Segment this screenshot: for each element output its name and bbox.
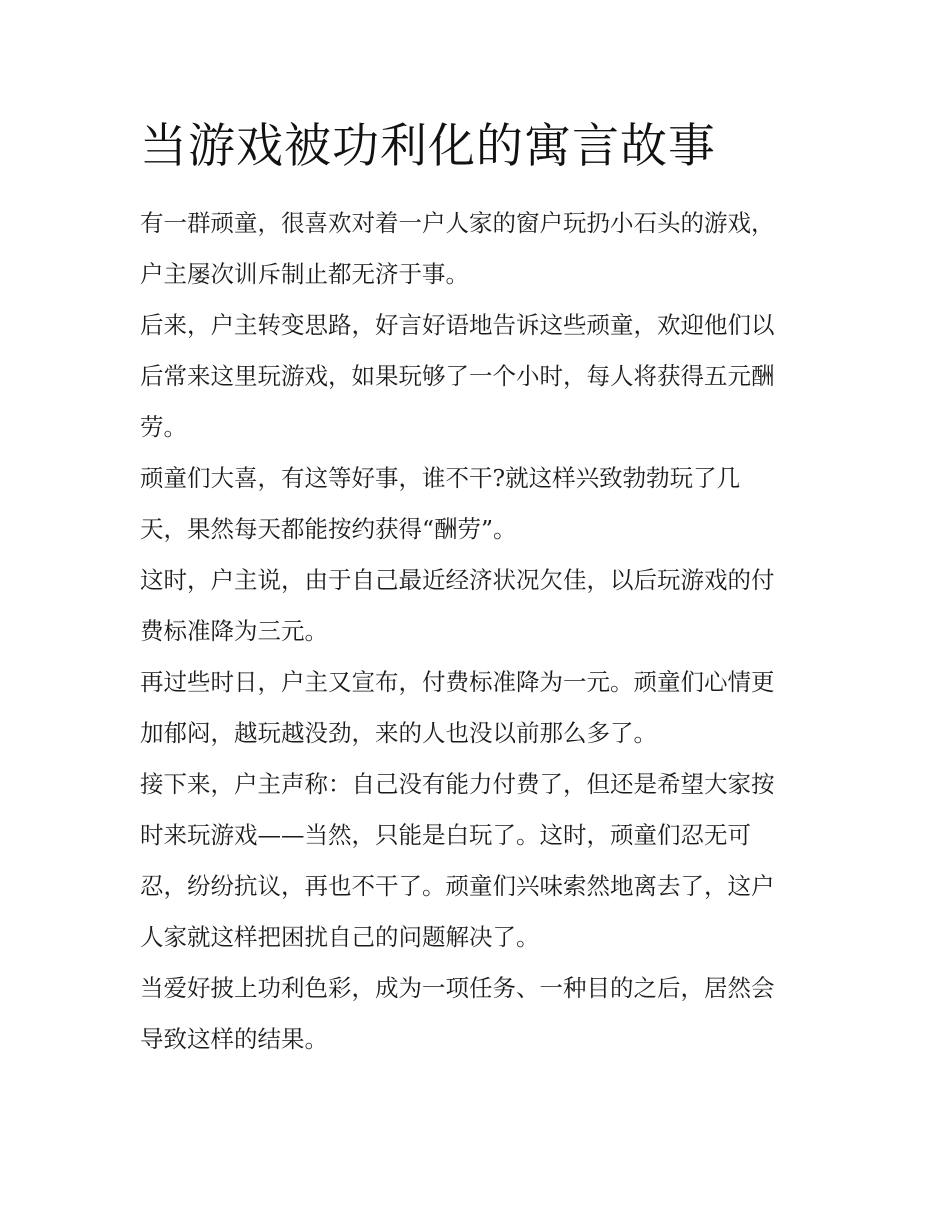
text-line: 后常来这里玩游戏，如果玩够了一个小时，每人将获得五元酬: [140, 362, 775, 390]
text-line: 导致这样的结果。: [140, 1025, 328, 1053]
article-body: [140, 198, 815, 1065]
paragraph-1: [140, 198, 815, 300]
text-line: 有一群顽童，很喜欢对着一户人家的窗户玩扔小石头的游戏，: [140, 209, 775, 237]
text-line: 时来玩游戏——当然，只能是白玩了。这时，顽童们忍无可: [140, 821, 751, 849]
paragraph-2: [140, 300, 815, 453]
text-line: 加郁闷，越玩越没劲，来的人也没以前那么多了。: [140, 719, 657, 747]
text-line: 当爱好披上功利色彩，成为一项任务、一种目的之后，居然会: [140, 974, 775, 1002]
text-line: 接下来，户主声称：自己没有能力付费了，但还是希望大家按: [140, 770, 775, 798]
text-line: 天，果然每天都能按约获得“酬劳”。: [140, 515, 517, 543]
paragraph-6: [140, 759, 815, 963]
paragraph-7: [140, 963, 815, 1065]
text-line: 再过些时日，户主又宣布，付费标准降为一元。顽童们心情更: [140, 668, 775, 696]
text-line: 费标准降为三元。: [140, 617, 328, 645]
paragraph-3: [140, 453, 815, 555]
text-line: 忍，纷纷抗议，再也不干了。顽童们兴味索然地离去了，这户: [140, 872, 775, 900]
text-line: 顽童们大喜，有这等好事，谁不干?就这样兴致勃勃玩了几: [140, 464, 741, 492]
text-line: 后来，户主转变思路，好言好语地告诉这些顽童，欢迎他们以: [140, 311, 775, 339]
text-line: 人家就这样把困扰自己的问题解决了。: [140, 923, 540, 951]
text-line: 户主屡次训斥制止都无济于事。: [140, 260, 469, 288]
page-title: 当游戏被功利化的寓言故事: [140, 119, 716, 174]
paragraph-4: [140, 555, 815, 657]
paragraph-5: [140, 657, 815, 759]
text-line: 这时，户主说，由于自己最近经济状况欠佳，以后玩游戏的付: [140, 566, 775, 594]
text-line: 劳。: [140, 413, 187, 441]
